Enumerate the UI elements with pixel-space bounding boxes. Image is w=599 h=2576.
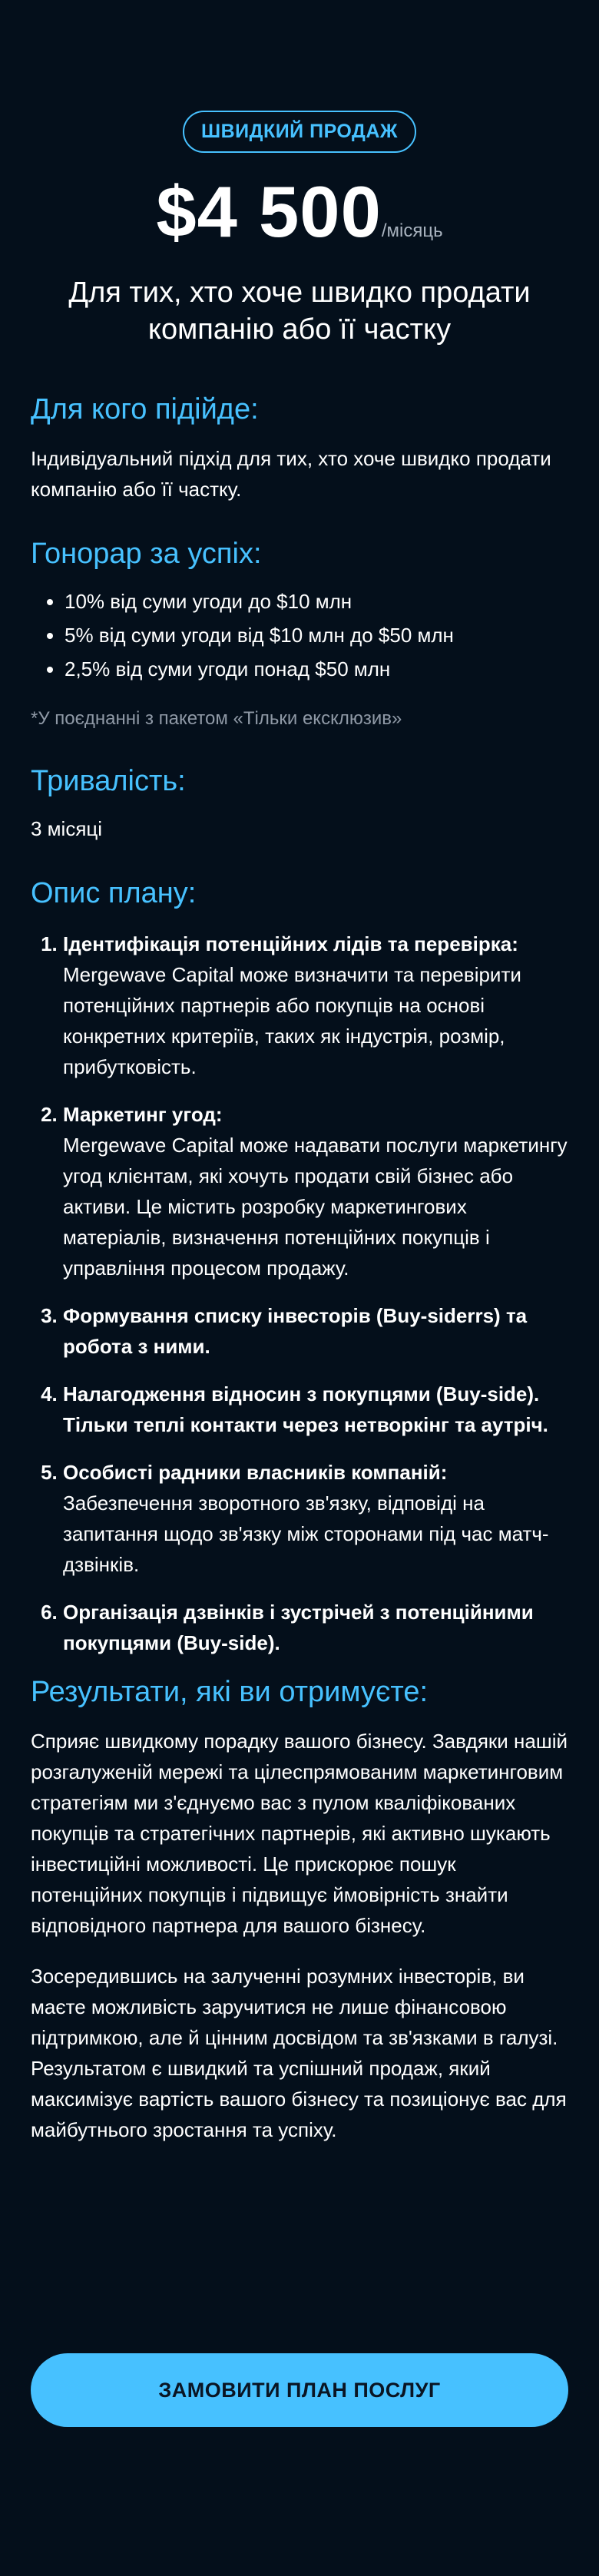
results-section (31, 1675, 568, 2145)
plan-steps (31, 929, 568, 1658)
fee-list (31, 584, 568, 686)
list-item (63, 1099, 568, 1283)
step-title: 6. Організація дзвінків і зустрічей з потенційними покупцями (Buy-side). (63, 1601, 534, 1654)
list-item (63, 1300, 568, 1362)
order-plan-button[interactable]: ЗАМОВИТИ ПЛАН ПОСЛУГ (31, 2353, 568, 2427)
duration-section (31, 764, 568, 844)
list-item: • 5% від суми угоди від $10 млн до $50 млн (65, 618, 568, 652)
duration-text: 3 місяці (31, 817, 103, 840)
price-period: /місяць (381, 220, 443, 241)
step-desc: Забезпечення зворотного зв'язку, відповіді на запитання щодо зв'язку між сторонами під час матч-дзвінків. (63, 1492, 549, 1576)
audience-section (31, 392, 568, 505)
fee-heading: Гонорар за успіх: (31, 538, 262, 570)
results-heading: Результати, які ви отримуєте: (31, 1676, 429, 1708)
step-title: 2. Маркетинг угод: (63, 1103, 223, 1126)
step-title: 4. Налагодження відносин з покупцями (Buy-side). Тільки теплі контакти через нетворкінг та аутріч. (63, 1382, 548, 1436)
list-item (63, 929, 568, 1082)
results-paragraph: Зосередившись на залученні розумних інвесторів, ви маєте можливість заручитися не лише фінансовою підтримкою, але й цінним досвідом та зв'язками в галузі. Результатом є швидкий та успішний продаж, який максимізує вартість вашого бізнесу та позиціонує вас для майбутнього зростання та успіху. (31, 1965, 567, 2141)
step-title: 3. Формування списку інвесторів (Buy-siderrs) та робота з ними. (63, 1304, 528, 1358)
list-item (63, 1379, 568, 1440)
plan-section (31, 876, 568, 1658)
duration-heading: Тривалість: (31, 765, 186, 797)
results-paragraph: Сприяє швидкому порадку вашого бізнесу. Завдяки нашій розгалуженій мережі та цілеспрямованим маркетинговим стратегіям ми з'єднуємо вас з пулом кваліфікованих покупців та стратегічних партнерів, які активно шукають інвестиційні можливості. Це прискорює пошук потенційних покупців і підвищує ймовірність знайти відповідного партнера для вашого бізнесу. (31, 1730, 568, 1937)
price-amount: $4 500 (156, 171, 382, 252)
plan-heading: Опис плану: (31, 877, 197, 909)
step-title: 1. Ідентифікація потенційних лідів та перевірка: (63, 932, 518, 955)
list-item (63, 1457, 568, 1580)
list-item: • 2,5% від суми угоди понад $50 млн (65, 652, 568, 686)
plan-tagline: Для тих, хто хоче швидко продати компанію або її частку (68, 276, 531, 346)
list-item (63, 1597, 568, 1658)
price-row (31, 171, 568, 252)
plan-badge: ШВИДКИЙ ПРОДАЖ (183, 111, 416, 153)
fee-section (31, 537, 568, 732)
audience-text: Індивідуальний підхід для тих, хто хоче швидко продати компанію або її частку. (31, 447, 551, 501)
audience-heading: Для кого підійде: (31, 393, 259, 425)
badge-wrap (31, 0, 568, 153)
step-title: 5. Особисті радники власників компаній: (63, 1461, 448, 1484)
fee-note: *У поєднанні з пакетом «Тільки ексклюзив» (31, 708, 402, 729)
step-desc: Mergewave Capital може надавати послуги маркетингу угод клієнтам, які хочуть продати свій бізнес або активи. Це містить розробку маркетингових матеріалів, визначення потенційних покупців і управління процесом продажу. (63, 1134, 568, 1280)
list-item: • 10% від суми угоди до $10 млн (65, 584, 568, 618)
step-desc: Mergewave Capital може визначити та перевірити потенційних партнерів або покупців на основі конкретних критеріїв, таких як індустрія, розмір, прибутковість. (63, 963, 521, 1078)
